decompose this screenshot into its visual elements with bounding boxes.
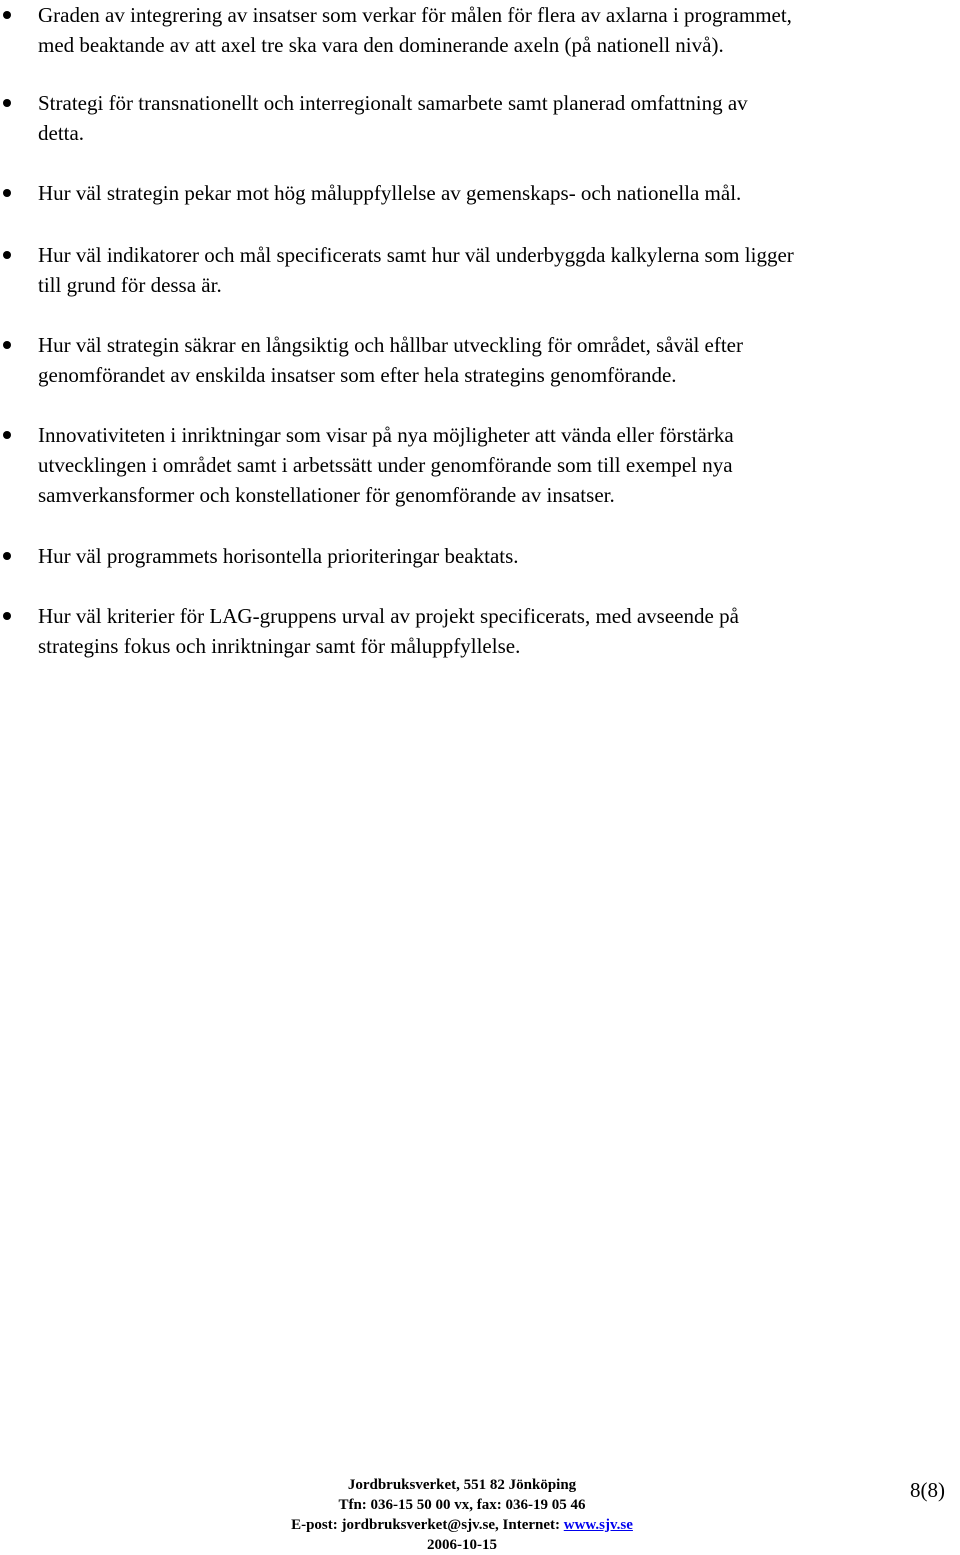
list-item-text: Hur väl kriterier för LAG-gruppens urval av projekt specificerats, med avseende på strategins fokus och inriktningar samt för måluppfyllelse. — [38, 604, 739, 658]
list-item-text: Strategi för transnationellt och interregionalt samarbete samt planerad omfattning av detta. — [38, 91, 748, 145]
footer-date: 2006-10-15 — [427, 1537, 497, 1553]
list-item-text: Innovativiteten i inriktningar som visar på nya möjligheter att vända eller förstärka utvecklingen i området samt i arbetssätt under genomförande som till exempel nya samverkansformer och konstellationer för genomförande av insatser. — [38, 423, 734, 507]
bullet-icon — [3, 612, 11, 620]
bullet-icon — [3, 431, 11, 439]
page-footer — [0, 1473, 960, 1553]
bullet-icon — [3, 11, 11, 19]
list-item-text: Hur väl programmets horisontella prioriteringar beaktats. — [38, 544, 519, 568]
bullet-icon — [3, 552, 11, 560]
footer-phone: Tfn: 036-15 50 00 vx, fax: 036-19 05 46 — [338, 1497, 586, 1513]
footer-contact — [222, 1515, 702, 1535]
bullet-icon — [3, 251, 11, 259]
list-item-text: Hur väl strategin säkrar en långsiktig och hållbar utveckling för området, såväl efter genomförandet av enskilda insatser som efter hela strategins genomförande. — [38, 333, 743, 387]
bullet-icon — [3, 341, 11, 349]
page-number: 8(8) — [910, 1478, 945, 1502]
list-item-text: Hur väl strategin pekar mot hög måluppfyllelse av gemenskaps- och nationella mål. — [38, 181, 742, 205]
list-item-text: Hur väl indikatorer och mål specificerats samt hur väl underbyggda kalkylerna som ligger till grund för dessa är. — [38, 243, 794, 297]
footer-address: Jordbruksverket, 551 82 Jönköping — [347, 1477, 577, 1493]
footer-email-text: E-post: jordbruksverket@sjv.se, Internet: — [291, 1517, 564, 1533]
list-item-text: Graden av integrering av insatser som verkar för målen för flera av axlarna i programmet, med beaktande av att axel tre ska vara den dominerande axeln (på nationell nivå). — [38, 3, 792, 57]
bullet-icon — [3, 189, 11, 197]
website-link[interactable]: www.sjv.se — [563, 1517, 633, 1533]
bullet-icon — [3, 99, 11, 107]
